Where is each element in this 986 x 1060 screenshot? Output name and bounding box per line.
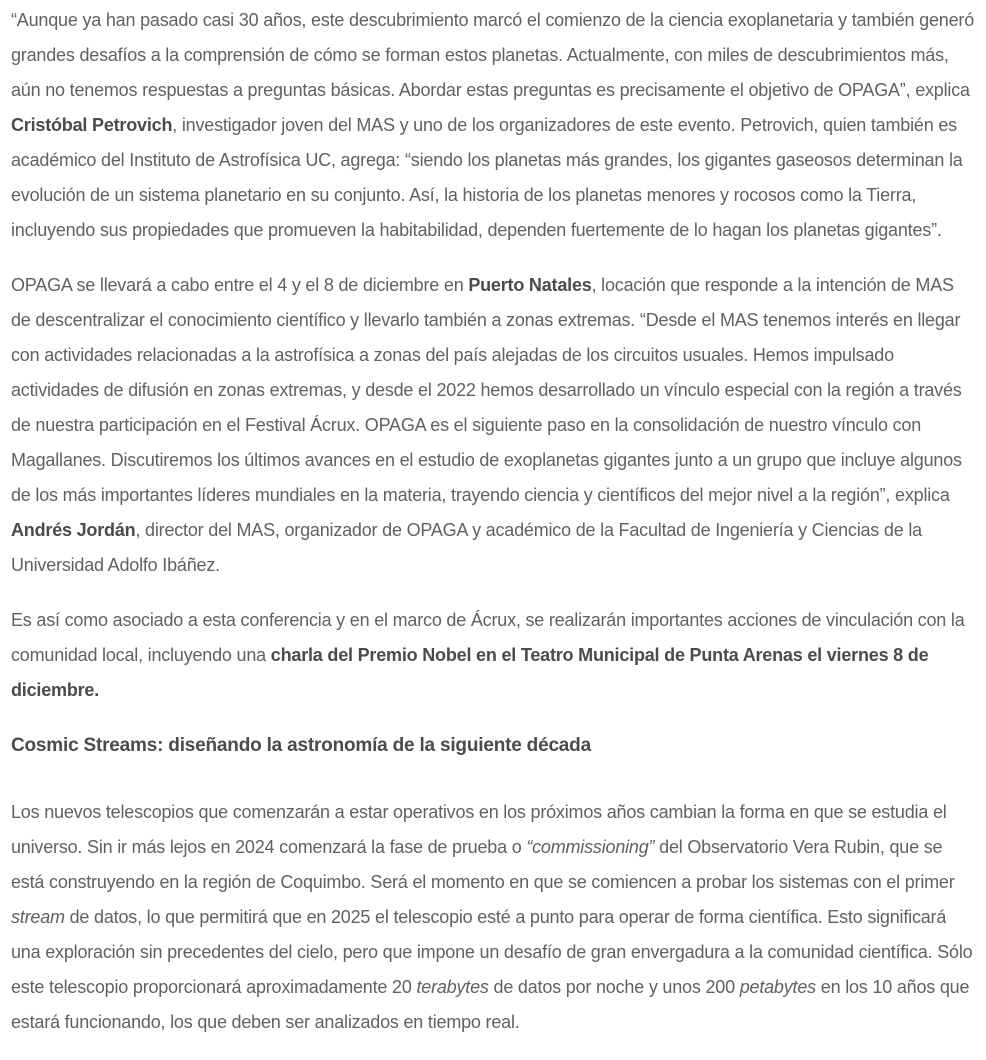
paragraph-opaga-location xyxy=(11,268,975,583)
italic-term-terabytes: terabytes xyxy=(416,977,489,997)
place-name-puerto-natales: Puerto Natales xyxy=(468,275,592,295)
text-run: OPAGA se llevará a cabo entre el 4 y el 8 de diciembre en xyxy=(11,275,469,295)
text-run: , director del MAS, organizador de OPAGA y académico de la Facultad de Ingeniería y Ciencias de la Universidad Adolfo Ibáñez. xyxy=(11,520,922,575)
section-heading-cosmic-streams: Cosmic Streams: diseñando la astronomía de la siguiente década xyxy=(11,735,591,756)
nobel-talk-highlight: charla del Premio Nobel en el Teatro Municipal de Punta Arenas el viernes 8 de diciembre. xyxy=(11,645,929,700)
paragraph-nobel-talk xyxy=(11,603,975,708)
italic-term-stream: stream xyxy=(11,907,65,927)
text-run: Es así como asociado a esta conferencia y en el marco de Ácrux, se realizarán importantes acciones de vinculación con la comunidad local, incluyendo una xyxy=(11,610,965,665)
text-run: , locación que responde a la intención de MAS de descentralizar el conocimiento científico y llevarlo también a zonas extremas. “Desde el MAS tenemos interés en llegar con actividades relacionadas a la astrofísica a zonas del país alejadas de los circuitos usuales. Hemos impulsado actividades de difusión en zonas extremas, y desde el 2022 hemos desarrollado un vínculo especial con la región a través de nuestra participación en el Festival Ácrux. OPAGA es el siguiente paso en la consolidación de nuestro vínculo con Magallanes. Discutiremos los últimos avances en el estudio de exoplanetas gigantes junto a un grupo que incluye algunos de los más importantes líderes mundiales en la materia, trayendo ciencia y científicos del mejor nivel a la región”, explica xyxy=(11,275,962,505)
italic-term-petabytes: petabytes xyxy=(739,977,816,997)
text-run: en los 10 años que estará funcionando, los que deben ser analizados en tiempo real. xyxy=(11,977,970,1032)
text-run: “Aunque ya han pasado casi 30 años, este descubrimiento marcó el comienzo de la ciencia exoplanetaria y también generó grandes desafíos a la comprensión de cómo se forman estos planetas. Actualmente, con miles de descubrimientos más, aún no tenemos respuestas a preguntas básicas. Abordar estas preguntas es precisamente el objetivo de OPAGA”, explica xyxy=(11,10,974,100)
person-name-cristobal-petrovich: Cristóbal Petrovich xyxy=(11,115,173,135)
text-run: de datos por noche y unos 200 xyxy=(488,977,740,997)
text-run: Los nuevos telescopios que comenzarán a estar operativos en los próximos años cambian la forma en que se estudia el universo. Sin ir más lejos en 2024 comenzará la fase de prueba o xyxy=(11,802,947,857)
paragraph-new-telescopes xyxy=(11,795,975,1040)
text-run: del Observatorio Vera Rubin, que se está construyendo en la región de Coquimbo. Será el momento en que se comiencen a probar los sistemas con el primer xyxy=(11,837,955,892)
article-body xyxy=(11,3,975,1040)
person-name-andres-jordan: Andrés Jordán xyxy=(11,520,136,540)
text-run: , investigador joven del MAS y uno de los organizadores de este evento. Petrovich, quien también es académico del Instituto de Astrofísica UC, agrega: “siendo los planetas más grandes, los gigantes gaseosos determinan la evolución de un sistema planetario en su conjunto. Así, la historia de los planetas menores y rocosos como la Tierra, incluyendo sus propiedades que promueven la habitabilidad, dependen fuertemente de lo hagan los planetas gigantes”. xyxy=(11,115,963,240)
italic-term-commissioning: “commissioning” xyxy=(526,837,655,857)
text-run: de datos, lo que permitirá que en 2025 el telescopio esté a punto para operar de forma científica. Esto significará una exploración sin precedentes del cielo, pero que impone un desafío de gran envergadura a la comunidad científica. Sólo este telescopio proporcionará aproximadamente 20 xyxy=(11,907,973,997)
paragraph-discovery-quote xyxy=(11,3,975,248)
